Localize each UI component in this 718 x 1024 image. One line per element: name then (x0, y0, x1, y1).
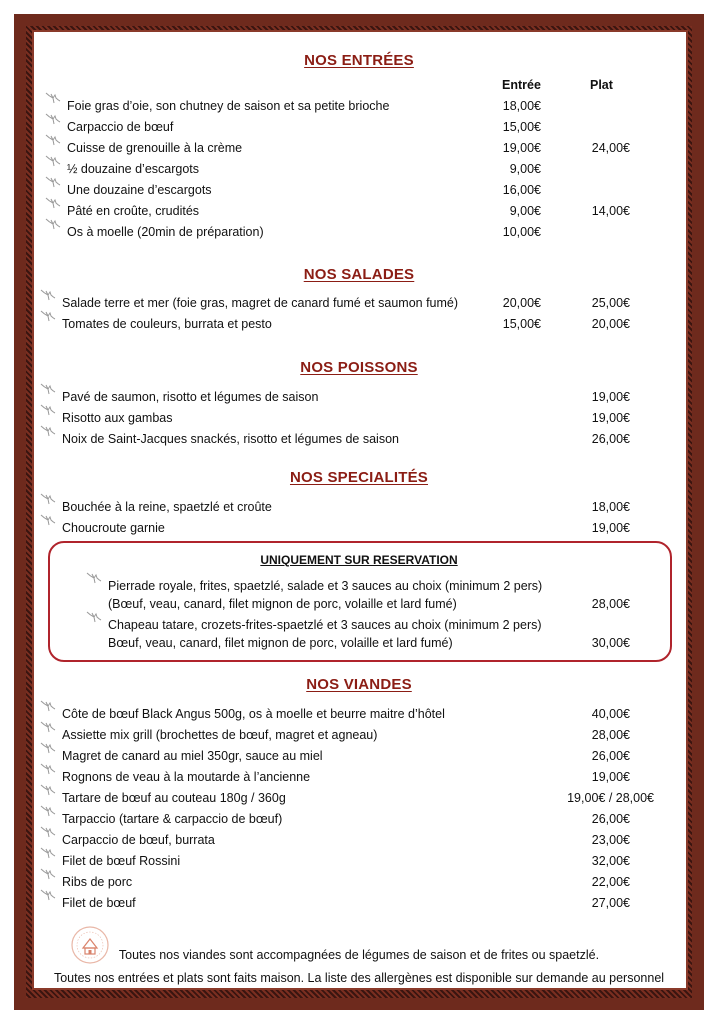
menu-item-name: Une douzaine d’escargots (67, 183, 212, 197)
section-title-entrees: NOS ENTRÉES (304, 52, 414, 69)
menu-item-name: Tartare de bœuf au couteau 180g / 360g (62, 791, 286, 805)
menu-item (67, 117, 667, 137)
bird-icon (40, 888, 56, 902)
price-plat: 20,00€ (591, 317, 630, 331)
menu-item-name: Filet de bœuf Rossini (62, 854, 181, 868)
menu-item-name: Risotto aux gambas (62, 411, 173, 425)
price-plat: 32,00€ (591, 854, 630, 868)
price-plat: 19,00€ (591, 390, 630, 404)
menu-item (108, 576, 708, 596)
menu-item-name: Carpaccio de bœuf, burrata (62, 833, 215, 847)
bird-icon (40, 867, 56, 881)
menu-item-name: Pâté en croûte, crudités (67, 204, 200, 218)
menu-item-name: Choucroute garnie (62, 521, 165, 535)
bird-icon (40, 309, 56, 323)
price-entree: 15,00€ (502, 317, 541, 331)
price-plat: 24,00€ (591, 141, 630, 155)
section-title-salades: NOS SALADES (303, 266, 415, 283)
bird-icon (45, 196, 61, 210)
bird-icon (40, 699, 56, 713)
section-title-specialites: NOS SPECIALITÉS (289, 469, 429, 486)
menu-item-name: Ribs de porc (62, 875, 133, 889)
price-entree: 9,00€ (509, 204, 541, 218)
menu-item (67, 222, 667, 242)
menu-item-name: Chapeau tatare, crozets-frites-spaetzlé et 3 sauces au choix (minimum 2 pers) (108, 618, 542, 632)
price-plat: 14,00€ (591, 204, 630, 218)
menu-item-name: Foie gras d’oie, son chutney de saison et sa petite brioche (67, 99, 390, 113)
price-plat: 19,00€ (591, 411, 630, 425)
bird-icon (40, 513, 56, 527)
bird-icon (40, 741, 56, 755)
menu-item-name: Os à moelle (20min de préparation) (67, 225, 264, 239)
menu-item (67, 159, 667, 179)
section-title-viandes: NOS VIANDES (306, 676, 412, 693)
price-entree: 10,00€ (502, 225, 541, 239)
bird-icon (40, 492, 56, 506)
menu-item-name: Tomates de couleurs, burrata et pesto (62, 317, 272, 331)
bird-icon (45, 175, 61, 189)
reservation-title: UNIQUEMENT SUR RESERVATION (260, 553, 458, 567)
bird-icon (40, 846, 56, 860)
bird-icon (40, 762, 56, 776)
menu-item-name: Bouchée à la reine, spaetzlé et croûte (62, 500, 272, 514)
menu-item-detail: Bœuf, veau, canard, filet mignon de porc, volaille et lard fumé) (108, 636, 453, 650)
price-entree: 15,00€ (502, 120, 541, 134)
bird-icon (45, 154, 61, 168)
menu-item-name: Pierrade royale, frites, spaetzlé, salade et 3 sauces au choix (minimum 2 pers) (108, 579, 543, 593)
footer-note-viandes: Toutes nos viandes sont accompagnées de légumes de saison et de frites ou spaetzlé. (118, 948, 600, 962)
price-plat: 40,00€ (591, 707, 630, 721)
bird-icon (40, 783, 56, 797)
price-plat: 22,00€ (591, 875, 630, 889)
menu-item-name: Pavé de saumon, risotto et légumes de saison (62, 390, 319, 404)
bird-icon (45, 91, 61, 105)
bird-icon (45, 133, 61, 147)
price-plat: 19,00€ (591, 521, 630, 535)
bird-icon (86, 610, 102, 624)
bird-icon (40, 825, 56, 839)
bird-icon (40, 804, 56, 818)
menu-item-name: Magret de canard au miel 350gr, sauce au miel (62, 749, 323, 763)
price-entree: 19,00€ (502, 141, 541, 155)
price-entree: 20,00€ (502, 296, 541, 310)
menu-item-name: Filet de bœuf (62, 896, 136, 910)
menu-item-name: Rognons de veau à la moutarde à l’ancienne (62, 770, 311, 784)
menu-item-name: Salade terre et mer (foie gras, magret de canard fumé et saumon fumé) (62, 296, 459, 310)
price-entree: 16,00€ (502, 183, 541, 197)
bird-icon (40, 403, 56, 417)
footer-note-allergenes: Toutes nos entrées et plats sont faits maison. La liste des allergènes est disponible sur demande au personnel (53, 971, 665, 985)
menu-item-name: Assiette mix grill (brochettes de bœuf, magret et agneau) (62, 728, 378, 742)
price-plat: 28,00€ (591, 728, 630, 742)
section-title-poissons: NOS POISSONS (300, 359, 418, 376)
bird-icon (86, 571, 102, 585)
price-plat: 28,00€ (591, 597, 630, 611)
column-header-entree: Entrée (502, 78, 541, 92)
price-plat: 30,00€ (591, 636, 630, 650)
price-entree: 18,00€ (502, 99, 541, 113)
price-entree: 9,00€ (509, 162, 541, 176)
bird-icon (40, 288, 56, 302)
menu-item-name: ½ douzaine d’escargots (67, 162, 200, 176)
price-plat: 26,00€ (591, 812, 630, 826)
bird-icon (45, 217, 61, 231)
menu-item-name: Cuisse de grenouille à la crème (67, 141, 243, 155)
menu-item-name: Carpaccio de bœuf (67, 120, 174, 134)
bird-icon (45, 112, 61, 126)
menu-item-name: Côte de bœuf Black Angus 500g, os à moelle et beurre maitre d’hôtel (62, 707, 445, 721)
bird-icon (40, 720, 56, 734)
price-plat: 18,00€ (591, 500, 630, 514)
column-header-plat: Plat (590, 78, 613, 92)
bird-icon (40, 382, 56, 396)
bird-icon (40, 424, 56, 438)
price-plat: 19,00€ / 28,00€ (567, 791, 654, 805)
price-plat: 25,00€ (591, 296, 630, 310)
price-plat: 23,00€ (591, 833, 630, 847)
menu-item-detail: (Bœuf, veau, canard, filet mignon de porc, volaille et lard fumé) (108, 597, 457, 611)
menu-item-name: Noix de Saint-Jacques snackés, risotto et légumes de saison (62, 432, 399, 446)
price-plat: 26,00€ (591, 432, 630, 446)
menu-item-name: Tarpaccio (tartare & carpaccio de bœuf) (62, 812, 283, 826)
price-plat: 19,00€ (591, 770, 630, 784)
price-plat: 27,00€ (591, 896, 630, 910)
price-plat: 26,00€ (591, 749, 630, 763)
menu-item (67, 180, 667, 200)
menu-item (108, 615, 708, 635)
menu-item (67, 96, 667, 116)
